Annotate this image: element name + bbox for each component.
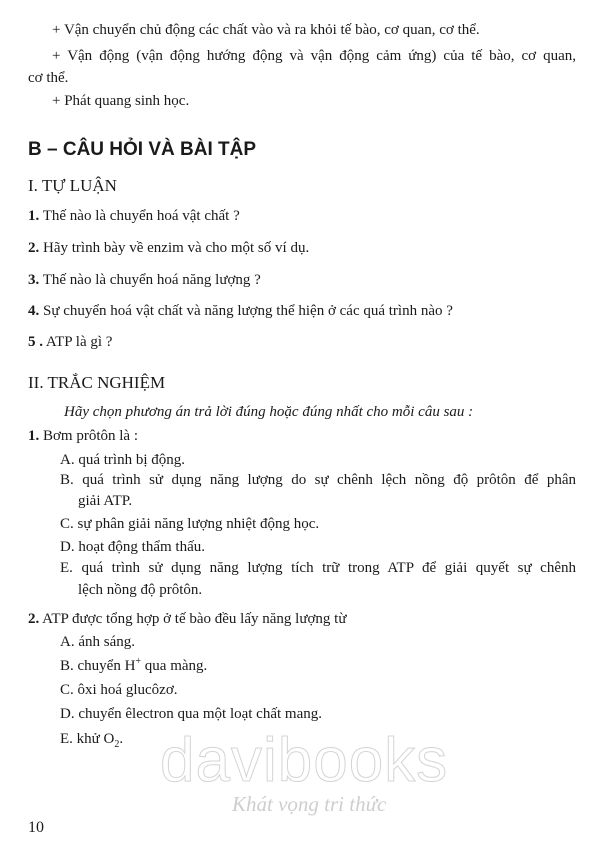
bullet-movement-line2: cơ thể.	[28, 70, 69, 86]
bullet-bioluminescence: + Phát quang sinh học.	[52, 93, 190, 109]
bullet-active-transport: + Vận chuyển chủ động các chất vào và ra khỏi tế bào, cơ quan, cơ thể.	[52, 22, 480, 38]
mc-question-2-stem	[28, 609, 576, 629]
option-text: B. chuyển H	[60, 658, 136, 674]
essay-question-5	[28, 332, 576, 352]
question-number: 2.	[28, 240, 40, 256]
option-text: E. khử O	[60, 731, 115, 747]
question-text: ATP được tổng hợp ở tế bào đều lấy năng lượng từ	[39, 611, 347, 627]
essay-question-2	[28, 238, 576, 258]
q1-option-b-line2: giải ATP.	[78, 493, 133, 509]
part-essay-heading: I. TỰ LUẬN	[28, 176, 117, 195]
q2-option-b	[60, 656, 576, 676]
question-number: 3.	[28, 272, 40, 288]
q2-option-d: D. chuyển êlectron qua một loạt chất mang.	[60, 706, 322, 722]
q1-option-d: D. hoạt động thẩm thấu.	[60, 539, 205, 555]
question-number: 5 .	[28, 334, 43, 350]
question-number: 1.	[28, 208, 40, 224]
question-text: Thế nào là chuyển hoá năng lượng ?	[39, 272, 261, 288]
subscript-two: 2	[114, 739, 120, 750]
option-text: .	[119, 731, 124, 747]
question-text: Sự chuyển hoá vật chất và năng lượng thể hiện ở các quá trình nào ?	[39, 303, 453, 319]
question-number: 4.	[28, 303, 40, 319]
superscript-plus: +	[135, 656, 142, 667]
mc-instruction: Hãy chọn phương án trả lời đúng hoặc đúng nhất cho mỗi câu sau :	[64, 404, 474, 420]
q1-option-e-line1: E. quá trình sử dụng năng lượng tích trữ trong ATP để giải quyết sự chênh	[60, 560, 576, 576]
q1-option-b-line1: B. quá trình sử dụng năng lượng do sự chênh lệch nồng độ prôtôn để phân	[60, 472, 576, 488]
question-text: ATP là gì ?	[43, 334, 113, 350]
part-multiple-choice-heading: II. TRẮC NGHIỆM	[28, 373, 166, 392]
question-number: 2.	[28, 611, 40, 627]
q2-option-a: A. ánh sáng.	[60, 634, 135, 650]
page-number: 10	[28, 819, 44, 836]
watermark-brand: davibooks	[160, 726, 449, 795]
option-text: qua màng.	[141, 658, 208, 674]
question-text: Thế nào là chuyển hoá vật chất ?	[39, 208, 240, 224]
question-number: 1.	[28, 428, 40, 444]
mc-question-1-stem	[28, 426, 576, 446]
essay-question-3	[28, 270, 576, 290]
essay-question-4	[28, 301, 576, 321]
q2-option-c: C. ôxi hoá glucôzơ.	[60, 682, 178, 698]
section-b-heading: B – CÂU HỎI VÀ BÀI TẬP	[28, 139, 257, 160]
question-text: Bơm prôtôn là :	[39, 428, 139, 444]
question-text: Hãy trình bày về enzim và cho một số ví dụ.	[39, 240, 310, 256]
q1-option-c: C. sự phân giải năng lượng nhiệt động học.	[60, 516, 320, 532]
essay-question-1	[28, 206, 576, 226]
bullet-movement-line1: + Vận động (vận động hướng động và vận động cảm ứng) của tế bào, cơ quan,	[52, 48, 576, 64]
q1-option-e-line2: lệch nồng độ prôtôn.	[78, 582, 203, 598]
watermark-tagline: Khát vọng tri thức	[232, 792, 387, 816]
q1-option-a: A. quá trình bị động.	[60, 452, 185, 468]
